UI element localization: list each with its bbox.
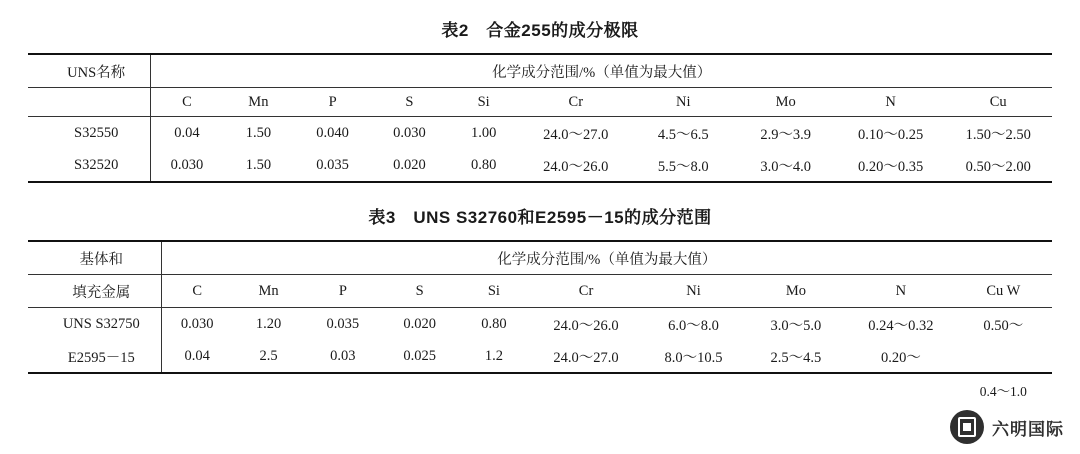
table3-row1-s: 0.025 bbox=[381, 340, 458, 373]
table2-row1-mo: 3.0～4.0 bbox=[735, 149, 837, 182]
table2-col-cu: Cu bbox=[944, 88, 1052, 117]
table2-col-cr: Cr bbox=[519, 88, 632, 117]
table2-row1-si: 0.80 bbox=[448, 149, 520, 182]
table3-row1-name: E2595－15 bbox=[28, 340, 161, 373]
camera-logo-icon bbox=[950, 410, 984, 444]
table-row bbox=[28, 308, 1052, 341]
table3-row0-mo: 3.0～5.0 bbox=[770, 318, 822, 334]
table2-col-mn: Mn bbox=[223, 88, 295, 117]
table2-header-blank bbox=[28, 88, 151, 117]
table3-col-mn: Mn bbox=[233, 275, 305, 308]
table3-header-name-line1: 基体和 bbox=[28, 241, 161, 275]
table3-row0-p: 0.035 bbox=[326, 316, 360, 332]
table2-col-mo: Mo bbox=[735, 88, 837, 117]
table3-footnote-spacer bbox=[28, 373, 955, 405]
table3-row0-ni: 6.0～8.0 bbox=[668, 318, 719, 334]
table2-row0-ni: 4.5～6.5 bbox=[657, 127, 709, 143]
table3-col-cr: Cr bbox=[530, 275, 643, 308]
table2-row0-c: 0.04 bbox=[174, 125, 200, 141]
table2-row0-mo: 2.9～3.9 bbox=[760, 127, 812, 143]
table-row bbox=[28, 149, 1052, 182]
table3-row1-mo: 2.5～4.5 bbox=[745, 340, 847, 373]
table3-wrapper bbox=[28, 240, 1052, 405]
table3 bbox=[28, 240, 1052, 405]
table3-row0-s: 0.020 bbox=[403, 316, 436, 332]
table2-wrapper bbox=[28, 53, 1052, 183]
table2-row0-cu: 1.50～2.50 bbox=[965, 127, 1031, 143]
table2-row1-cu: 0.50～2.00 bbox=[944, 149, 1052, 182]
table2-title: 表2 合金255的成分极限 bbox=[441, 21, 639, 40]
table3-group-header-row bbox=[28, 241, 1052, 275]
table2-row1-mn: 1.50 bbox=[223, 149, 295, 182]
table2-group-header-row bbox=[28, 54, 1052, 88]
table3-col-ni: Ni bbox=[642, 275, 744, 308]
table2-row1-cr: 24.0～26.0 bbox=[519, 149, 632, 182]
table3-row1-ni: 8.0～10.5 bbox=[642, 340, 744, 373]
table2-col-ni: Ni bbox=[632, 88, 734, 117]
table2-row0-mn: 1.50 bbox=[245, 125, 272, 141]
table2-column-header-row bbox=[28, 88, 1052, 117]
table3-row1-n: 0.20～ bbox=[847, 340, 955, 373]
table3-cuw-footnote: 0.4～1.0 bbox=[979, 384, 1027, 399]
table3-row0-cr: 24.0～26.0 bbox=[553, 318, 619, 334]
table3-col-mo: Mo bbox=[745, 275, 847, 308]
table3-col-s: S bbox=[381, 275, 458, 308]
table2-row1-name: S32520 bbox=[28, 149, 151, 182]
table3-header-group: 化学成分范围/%（单值为最大值） bbox=[161, 241, 1052, 275]
table2-header-group: 化学成分范围/%（单值为最大值） bbox=[151, 54, 1052, 88]
table2-row1-n: 0.20～0.35 bbox=[837, 149, 945, 182]
table2-row1-c: 0.030 bbox=[151, 149, 223, 182]
table2-col-c: C bbox=[151, 88, 223, 117]
table2-header-name: UNS名称 bbox=[28, 54, 151, 88]
table2-row0-name: S32550 bbox=[28, 117, 151, 150]
table3-row0-cuw: 0.50～ bbox=[983, 318, 1024, 334]
table2-row0-si: 1.00 bbox=[470, 125, 497, 141]
table3-col-cuw: Cu W bbox=[955, 275, 1052, 308]
watermark-label: 六明国际 bbox=[992, 419, 1064, 439]
watermark bbox=[950, 410, 1064, 444]
table3-col-p: P bbox=[304, 275, 381, 308]
table3-row0-name: UNS S32750 bbox=[28, 308, 161, 341]
table3-title: 表3 UNS S32760和E2595－15的成分范围 bbox=[368, 208, 712, 227]
table-row bbox=[28, 340, 1052, 373]
table3-row1-si: 1.2 bbox=[458, 340, 530, 373]
table3-row1-cuw bbox=[955, 340, 1052, 373]
table3-row0-mn: 1.20 bbox=[255, 316, 282, 332]
table2-row0-cr: 24.0～27.0 bbox=[543, 127, 609, 143]
table3-row1-mn: 2.5 bbox=[233, 340, 305, 373]
table3-row1-cr: 24.0～27.0 bbox=[530, 340, 643, 373]
table2-col-si: Si bbox=[448, 88, 520, 117]
table2-row0-s: 0.030 bbox=[393, 125, 426, 141]
table3-header-name-line2: 填充金属 bbox=[28, 275, 161, 308]
table3-column-header-row bbox=[28, 275, 1052, 308]
table3-col-n: N bbox=[847, 275, 955, 308]
table2 bbox=[28, 53, 1052, 183]
table2-row1-s: 0.020 bbox=[371, 149, 448, 182]
table2-row1-ni: 5.5～8.0 bbox=[632, 149, 734, 182]
table2-row1-p: 0.035 bbox=[294, 149, 371, 182]
table2-col-s: S bbox=[371, 88, 448, 117]
table2-col-p: P bbox=[294, 88, 371, 117]
table3-col-si: Si bbox=[458, 275, 530, 308]
table3-row1-p: 0.03 bbox=[304, 340, 381, 373]
table3-row0-n: 0.24～0.32 bbox=[868, 318, 934, 334]
table-row bbox=[28, 117, 1052, 150]
table3-footnote-row bbox=[28, 373, 1052, 405]
table3-row1-c: 0.04 bbox=[161, 340, 233, 373]
table3-row0-si: 0.80 bbox=[481, 316, 507, 332]
table3-col-c: C bbox=[161, 275, 233, 308]
table2-row0-n: 0.10～0.25 bbox=[858, 127, 924, 143]
table2-row0-p: 0.040 bbox=[316, 125, 349, 141]
table2-col-n: N bbox=[837, 88, 945, 117]
table3-row0-c: 0.030 bbox=[180, 316, 214, 332]
